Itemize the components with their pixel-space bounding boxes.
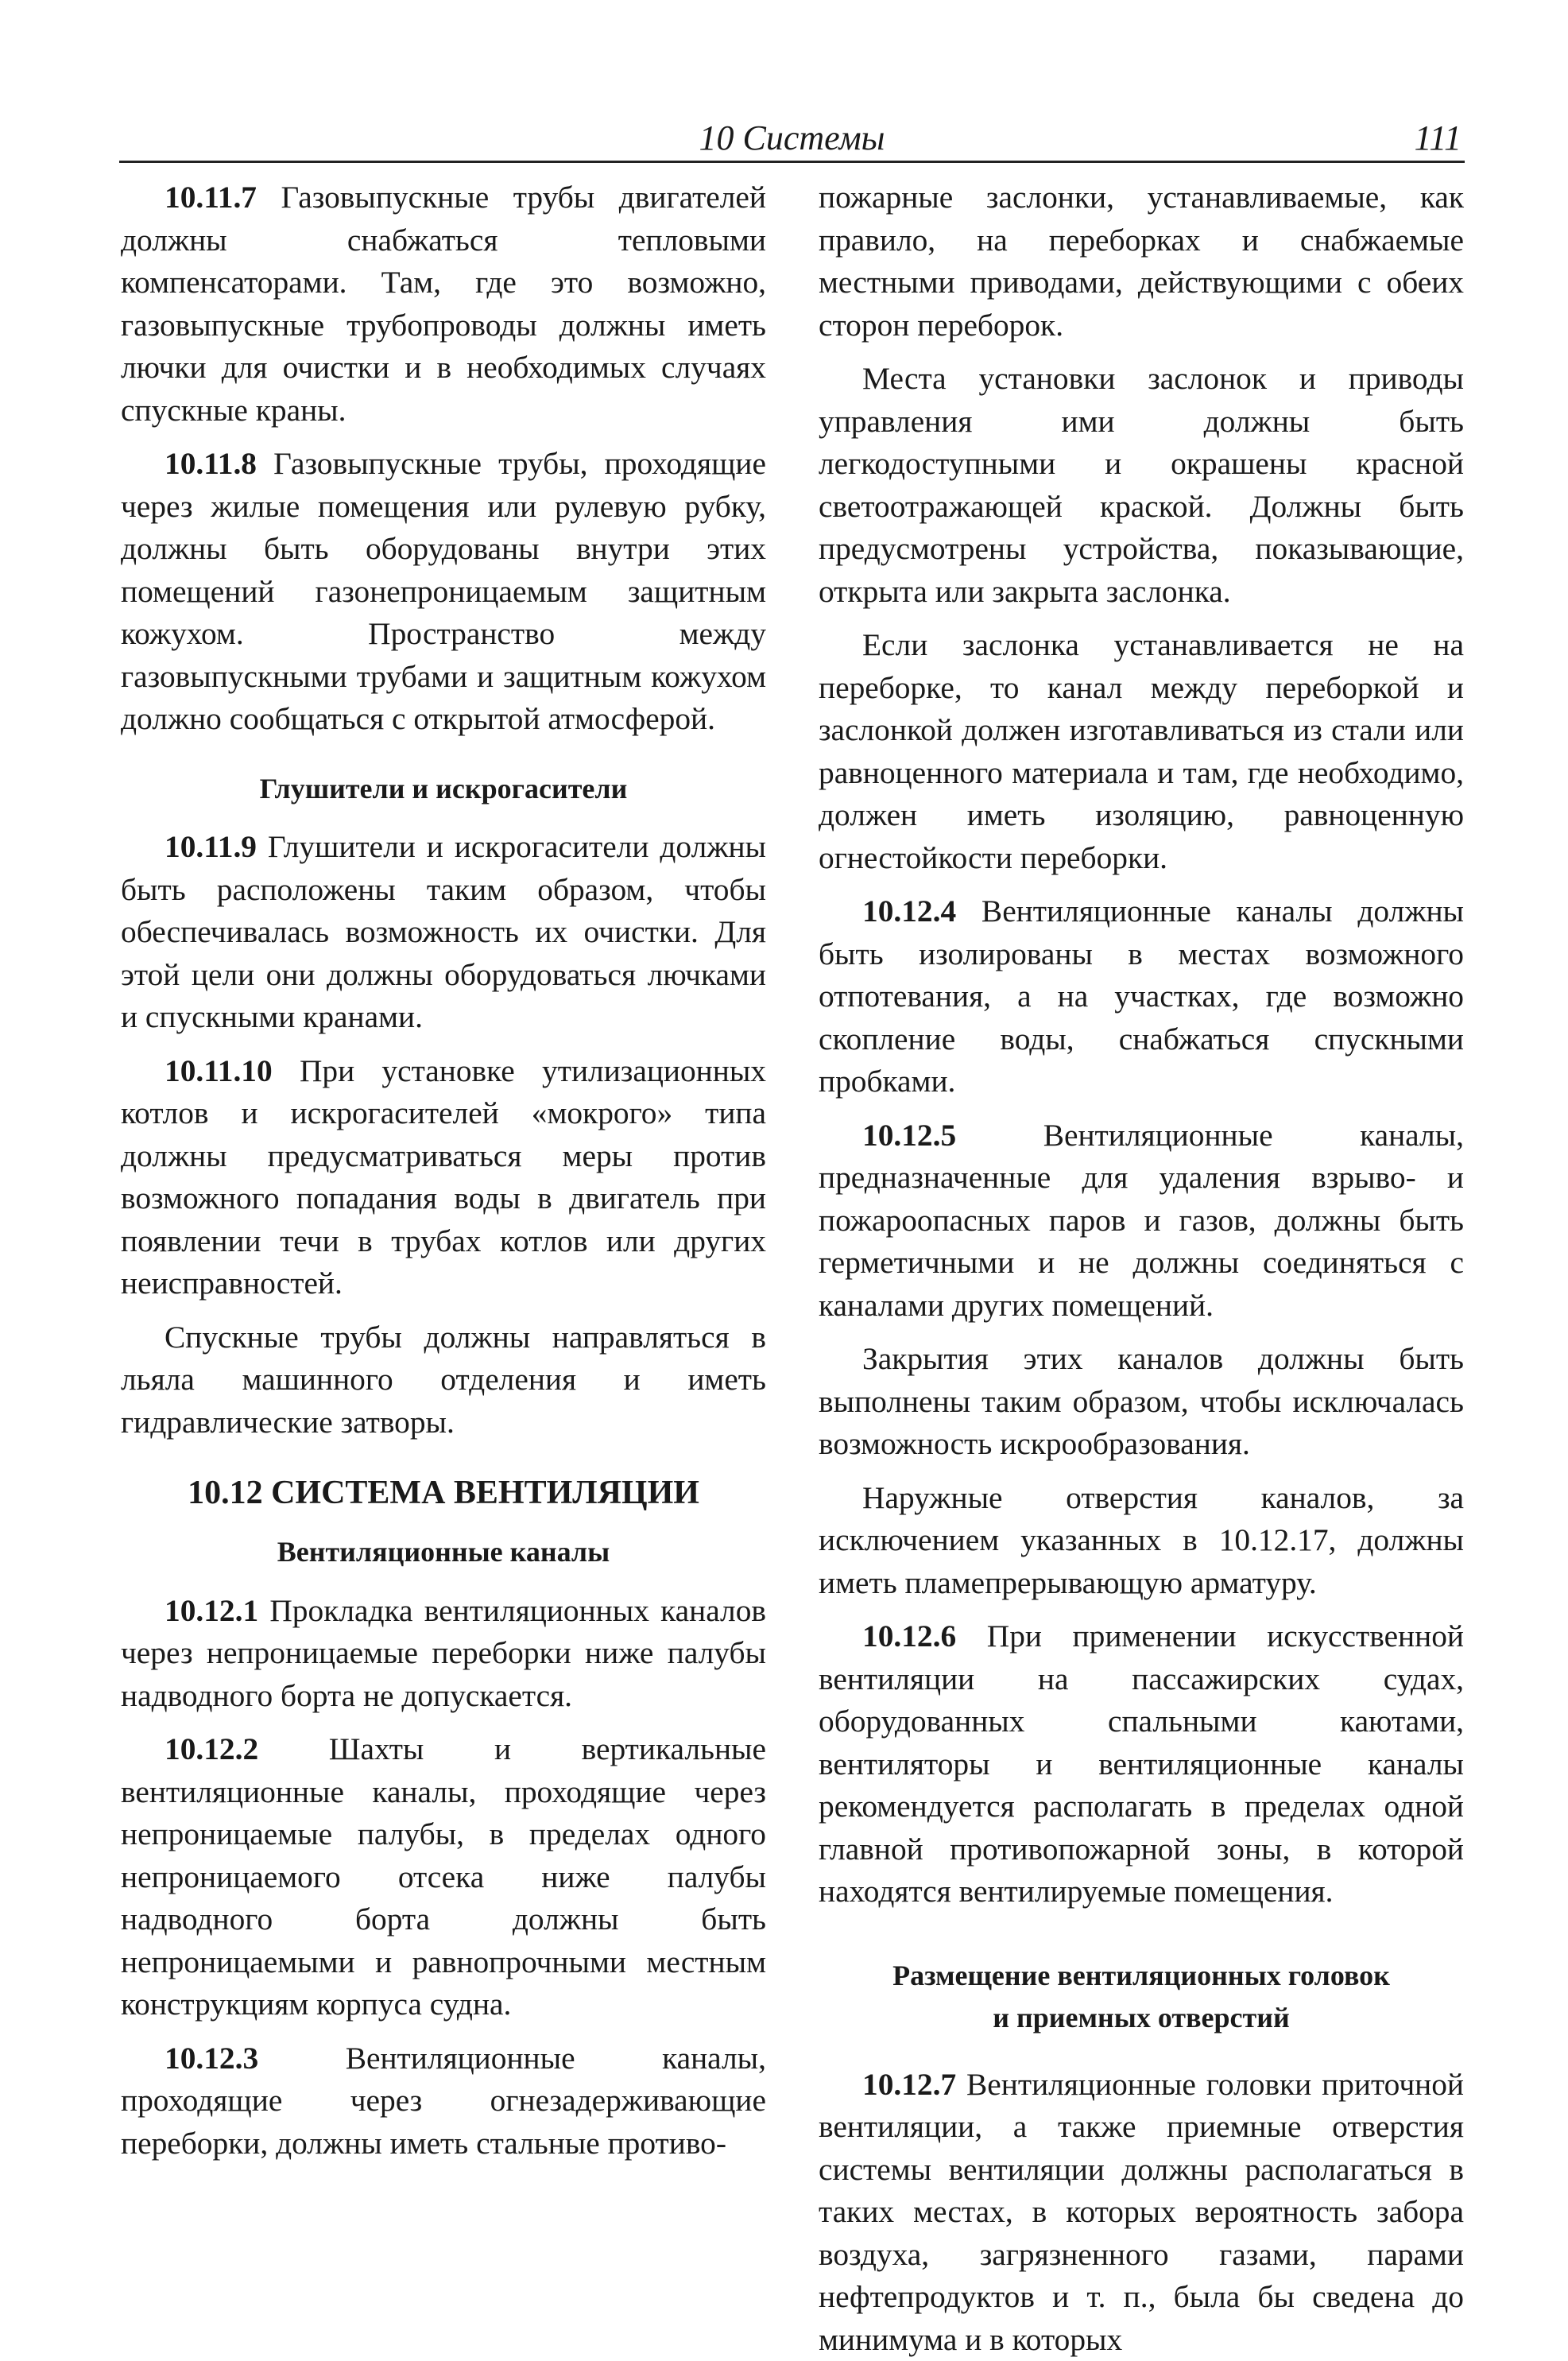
subheading-line-2: и приемных отверстий	[993, 2002, 1289, 2033]
clause-number: 10.12.5	[862, 1118, 956, 1153]
section-heading-ventilation: 10.12 СИСТЕМА ВЕНТИЛЯЦИИ	[121, 1471, 766, 1515]
clause-number: 10.11.10	[165, 1053, 273, 1088]
paragraph-10-12-7	[819, 2064, 1464, 2361]
paragraph-10-11-8	[121, 443, 766, 741]
left-column	[121, 176, 766, 2165]
paragraph-damper-locations: Места установки заслонок и приводы управления ими должны быть легкодоступными и окрашены красной светоотражающей краской. Должны быть предусмотрены устройства, показывающие, открыта или закрыта заслонка.	[819, 358, 1464, 613]
paragraph-text: Газовыпускные трубы, проходящие через жилые помещения или рулевую рубку, должны быть оборудованы внутри этих помещений газонепроницаемым защитным кожухом. Пространство между газовыпускными трубами и защитным кожухом должно сообщаться с открытой атмосферой.	[121, 446, 766, 736]
paragraph-10-12-6	[819, 1615, 1464, 1913]
paragraph-damper-not-on-bulkhead: Если заслонка устанавливается не на переборке, то канал между переборкой и заслонкой должен изготавливаться из стали или равноценного материала и там, где необходимо, должен иметь изоляцию, равноценную огнестойкости переборки.	[819, 624, 1464, 879]
paragraph-10-12-1	[121, 1590, 766, 1718]
paragraph-text: Вентиляционные головки приточной вентиляции, а также приемные отверстия системы вентиляции должны располагаться в таких местах, в которых вероятность забора воздуха, загрязненного газами, парами нефтепродуктов и т. п., была бы сведена до минимума и в которых	[819, 2067, 1464, 2357]
paragraph-10-11-7	[121, 176, 766, 432]
paragraph-text: При установке утилизационных котлов и искрогасителей «мокрого» типа должны предусматриваться меры против возможного попадания воды в двигатель при появлении течи в трубах котлов или других неисправностей.	[121, 1053, 766, 1301]
paragraph-text: Прокладка вентиляционных каналов через непроницаемые переборки ниже палубы надводного борта не допускается.	[121, 1593, 766, 1713]
paragraph-text: При применении искусственной вентиляции на пассажирских судах, оборудованных спальными каютами, вентиляторы и вентиляционные каналы рекомендуется располагать в пределах одной главной противопожарной зоны, в которой находятся вентилируемые помещения.	[819, 1619, 1464, 1909]
paragraph-10-12-2	[121, 1728, 766, 2026]
paragraph-channel-closures: Закрытия этих каналов должны быть выполнены таким образом, чтобы исключалась возможность искрообразования.	[819, 1338, 1464, 1466]
clause-number: 10.12.1	[165, 1593, 258, 1628]
paragraph-10-12-4	[819, 890, 1464, 1103]
subheading-vent-heads	[819, 1955, 1464, 2040]
clause-number: 10.12.2	[165, 1731, 258, 1766]
clause-number: 10.12.7	[862, 2067, 956, 2102]
paragraph-10-12-5	[819, 1115, 1464, 1328]
subheading-line-1: Размещение вентиляционных головок	[892, 1960, 1390, 1991]
subheading-vent-channels: Вентиляционные каналы	[121, 1531, 766, 1574]
paragraph-10-11-9	[121, 826, 766, 1039]
clause-number: 10.12.4	[862, 894, 956, 929]
paragraph-text: Глушители и искрогасители должны быть расположены таким образом, чтобы обеспечивалась возможность их очистки. Для этой цели они должны оборудоваться лючками и спускными кранами.	[121, 829, 766, 1034]
paragraph-external-openings: Наружные отверстия каналов, за исключением указанных в 10.12.17, должны иметь пламепрерывающую арматуру.	[819, 1477, 1464, 1605]
right-column	[819, 176, 1464, 2361]
paragraph-text: Вентиляционные каналы, предназначенные для удаления взрыво- и пожароопасных паров и газов, должны быть герметичными и не должны соединяться с каналами других помещений.	[819, 1118, 1464, 1323]
paragraph-continuation: пожарные заслонки, устанавливаемые, как правило, на переборках и снабжаемые местными приводами, действующими с обеих сторон переборок.	[819, 176, 1464, 347]
paragraph-10-11-10	[121, 1050, 766, 1305]
page-number: 111	[1415, 118, 1462, 158]
clause-number: 10.11.8	[165, 446, 257, 481]
paragraph-text: Вентиляционные каналы, проходящие через огнезадерживающие переборки, должны иметь стальные противо-	[121, 2041, 766, 2161]
subheading-silencers: Глушители и искрогасители	[121, 768, 766, 811]
clause-number: 10.12.3	[165, 2041, 258, 2076]
paragraph-10-12-3	[121, 2037, 766, 2165]
clause-number: 10.12.6	[862, 1619, 956, 1653]
paragraph-text: Вентиляционные каналы должны быть изолированы в местах возможного отпотевания, а на участках, где возможно скопление воды, снабжаться спускными пробками.	[819, 894, 1464, 1099]
running-title: 10 Системы	[119, 118, 1465, 158]
clause-number: 10.11.9	[165, 829, 257, 864]
paragraph-text: Газовыпускные трубы двигателей должны снабжаться тепловыми компенсаторами. Там, где это возможно, газовыпускные трубопроводы должны иметь лючки для очистки и в необходимых случаях спускные краны.	[121, 180, 766, 428]
clause-number: 10.11.7	[165, 180, 257, 215]
paragraph-drain-pipes: Спускные трубы должны направляться в льяла машинного отделения и иметь гидравлические затворы.	[121, 1316, 766, 1444]
running-header	[119, 111, 1465, 163]
paragraph-text: Шахты и вертикальные вентиляционные каналы, проходящие через непроницаемые палубы, в пределах одного непроницаемого отсека ниже палубы надводного борта должны быть непроницаемыми и равнопрочными местным конструкциям корпуса судна.	[121, 1731, 766, 2022]
